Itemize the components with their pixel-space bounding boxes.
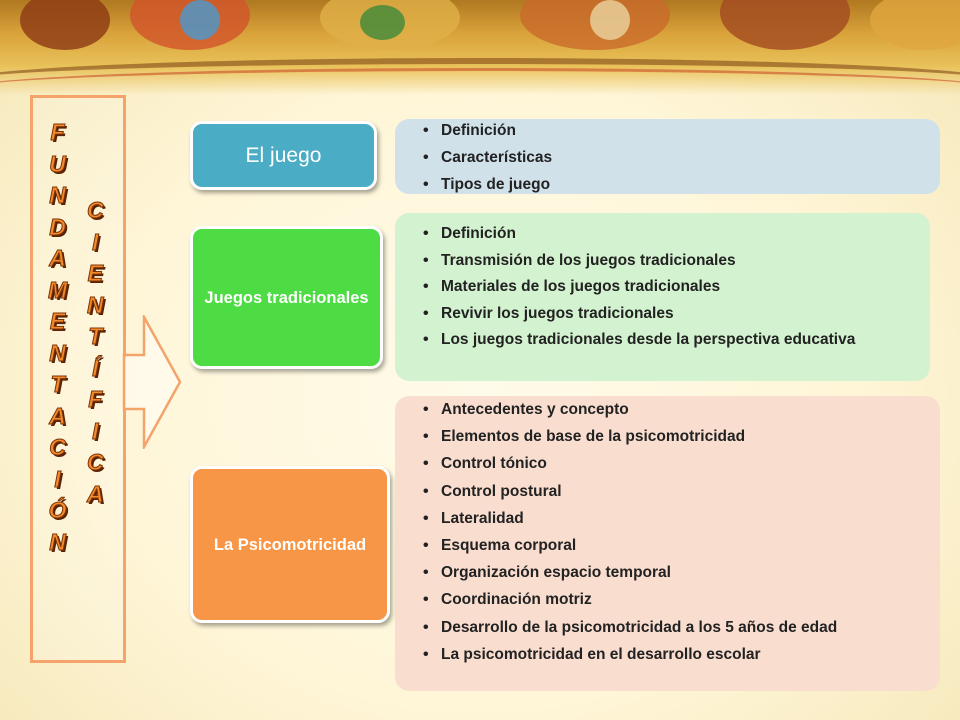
- vertical-title-word-2: [87, 195, 104, 510]
- title-letter: D: [49, 213, 66, 240]
- list-item: • Materiales de los juegos tradicionales: [441, 277, 930, 296]
- title-letter: N: [87, 291, 104, 318]
- list-item: • Tipos de juego: [441, 175, 940, 194]
- list-item: • Esquema corporal: [441, 536, 940, 555]
- list-item: • Definición: [441, 121, 940, 140]
- title-letter: U: [49, 150, 66, 177]
- right-arrow-icon: [120, 315, 184, 449]
- title-letter: A: [49, 402, 66, 429]
- row-1-label-box: [190, 121, 377, 190]
- title-letter: E: [87, 260, 103, 286]
- list-item: • Definición: [441, 224, 930, 243]
- row-3-label-box: [190, 466, 390, 623]
- list-item: • Control postural: [441, 482, 940, 501]
- row-2-panel: [395, 213, 930, 381]
- row-2-label: Juegos tradicionales: [204, 288, 369, 307]
- title-letter: T: [88, 323, 103, 349]
- list-item: • Los juegos tradicionales desde la perspectiva educativa: [441, 330, 930, 349]
- list-item: • Elementos de base de la psicomotricidad: [441, 427, 940, 446]
- title-letter: Í: [92, 354, 99, 381]
- list-item: • Desarrollo de la psicomotricidad a los 5 años de edad: [441, 618, 940, 637]
- title-frame: [30, 95, 126, 663]
- list-item: • Coordinación motriz: [441, 590, 940, 609]
- list-item: • Antecedentes y concepto: [441, 400, 940, 419]
- title-letter: N: [49, 339, 66, 366]
- row-3-list: [395, 396, 940, 664]
- title-letter: C: [87, 449, 104, 475]
- list-item: • Características: [441, 148, 940, 167]
- title-letter: C: [87, 197, 104, 223]
- row-1-panel: [395, 119, 940, 194]
- row-1-list: [395, 119, 940, 194]
- title-letter: C: [49, 434, 66, 460]
- title-letter: A: [49, 245, 66, 271]
- title-letter: I: [54, 465, 61, 492]
- title-letter: F: [88, 386, 103, 412]
- row-2-list: [395, 213, 930, 349]
- list-item: • Control tónico: [441, 454, 940, 473]
- title-letter: N: [49, 182, 66, 208]
- list-item: • Lateralidad: [441, 509, 940, 528]
- title-letter: N: [49, 528, 66, 555]
- title-letter: T: [50, 371, 65, 397]
- title-letter: M: [48, 276, 68, 303]
- title-letter: E: [49, 308, 66, 334]
- vertical-title-word-1: [48, 117, 67, 558]
- title-letter: I: [92, 417, 99, 444]
- list-item: • La psicomotricidad en el desarrollo escolar: [441, 645, 940, 664]
- row-3-panel: [395, 396, 940, 691]
- row-2-label-box: [190, 226, 383, 369]
- title-letter: Ó: [48, 497, 67, 523]
- title-letter: I: [92, 228, 99, 255]
- list-item: • Organización espacio temporal: [441, 563, 940, 582]
- row-1-label: El juego: [245, 143, 322, 167]
- decorative-banner: [0, 0, 960, 95]
- title-letter: F: [50, 119, 65, 145]
- title-letter: A: [87, 480, 104, 507]
- row-3-label: La Psicomotricidad: [213, 535, 367, 554]
- list-item: • Revivir los juegos tradicionales: [441, 304, 930, 323]
- list-item: • Transmisión de los juegos tradicionales: [441, 251, 930, 270]
